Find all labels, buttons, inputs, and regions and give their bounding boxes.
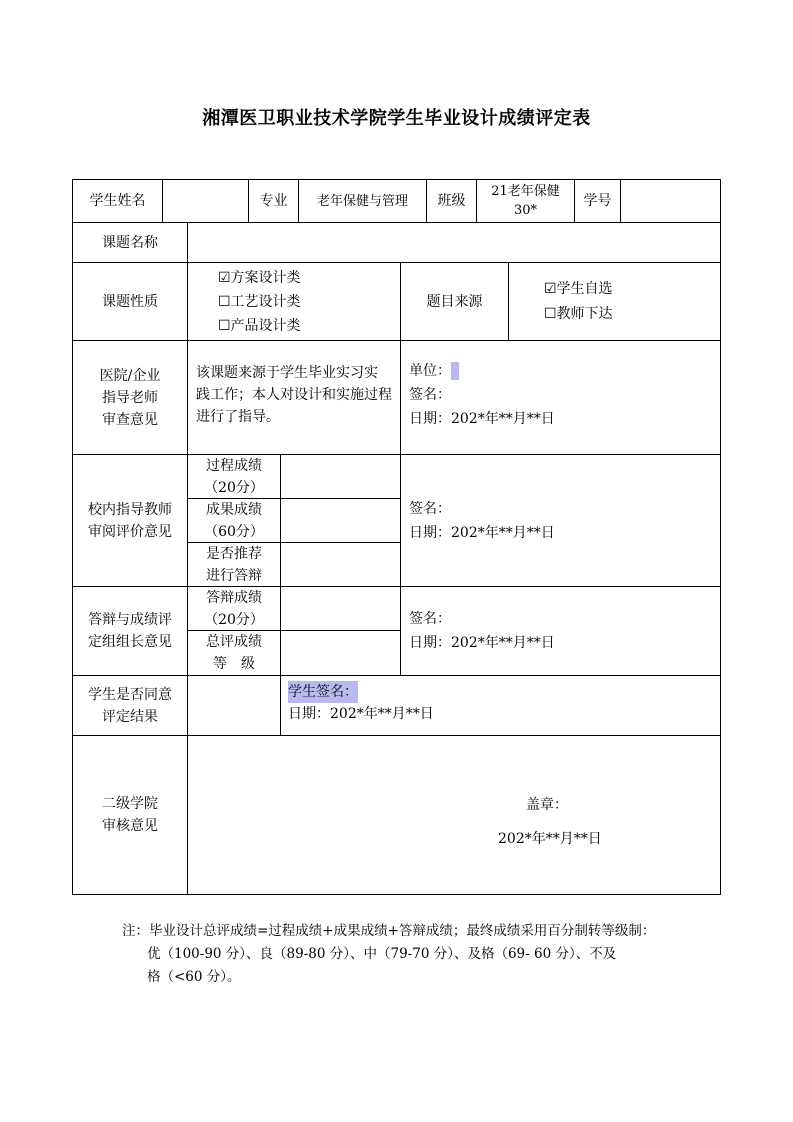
footnote-line: 优（100-90 分）、良（89-80 分）、中（79-70 分）、及格（69- 60 分）、不及 <box>147 946 617 962</box>
label-line: 指导老师 <box>102 389 158 406</box>
major-label: 专业 <box>259 193 288 209</box>
defense-score-label <box>188 587 280 630</box>
label-line: 是否推荐 <box>206 545 262 562</box>
recommend-defense-label <box>188 543 280 586</box>
topic-nature-label: 课题性质 <box>102 293 158 310</box>
student-name-field[interactable] <box>163 180 248 222</box>
topic-source-options <box>509 263 720 340</box>
label-line: （20分） <box>204 479 264 496</box>
label-line: 学生是否同意 <box>88 686 172 703</box>
label-line: 答辩与成绩评 <box>88 612 172 628</box>
topic-name-field[interactable] <box>188 223 720 262</box>
label-line: 医院/企业 <box>99 367 161 384</box>
unit-field[interactable] <box>409 359 459 383</box>
label-line: 校内指导教师 <box>88 501 172 518</box>
label-line: 二级学院 <box>102 796 158 812</box>
major-value: 老年保健与管理 <box>316 193 408 209</box>
class-value-line: 21老年保健 <box>491 184 560 199</box>
label-line: 审阅评价意见 <box>88 523 172 540</box>
defense-leader-label <box>73 587 187 675</box>
opinion-line: 践工作；本人对设计和实施过程 <box>196 386 392 403</box>
college-review-label <box>73 736 187 894</box>
source-option-checkbox[interactable]: ☑学生自选 <box>544 280 613 297</box>
unit-label: 单位： <box>409 362 451 379</box>
student-sign-area <box>281 676 720 735</box>
label-line: 定组组长意见 <box>88 634 172 650</box>
source-option-checkbox[interactable]: ☐教师下达 <box>544 305 613 322</box>
defense-sign-area <box>401 587 720 675</box>
date-label: 日期：202*年**月**日 <box>409 410 555 427</box>
process-score-field[interactable] <box>281 455 400 498</box>
topic-nature-options <box>188 263 400 340</box>
text-cursor <box>451 362 459 380</box>
date-label: 日期：202*年**月**日 <box>409 524 555 541</box>
student-name-label: 学生姓名 <box>89 193 146 209</box>
evaluation-form <box>72 179 721 895</box>
hospital-advisor-opinion <box>188 341 400 454</box>
student-agree-field[interactable] <box>188 676 280 735</box>
sign-label: 签名： <box>409 500 451 517</box>
hospital-advisor-label <box>73 341 187 454</box>
nature-option-checkbox[interactable]: ☐工艺设计类 <box>218 293 301 310</box>
hospital-sign-area <box>401 341 720 454</box>
footnote-line: 注：毕业设计总评成绩=过程成绩+成果成绩+答辩成绩；最终成绩采用百分制转等级制： <box>122 923 656 939</box>
sign-label: 签名： <box>409 611 451 627</box>
total-grade-field[interactable] <box>281 631 400 675</box>
date-label: 202*年**月**日 <box>498 831 602 847</box>
nature-option-checkbox[interactable]: ☐产品设计类 <box>218 317 301 334</box>
date-label: 日期：202*年**月**日 <box>409 635 555 651</box>
class-value <box>477 180 574 222</box>
label-line: 审核意见 <box>102 818 158 834</box>
label-line: 审查意见 <box>102 411 158 428</box>
recommend-defense-field[interactable] <box>281 543 400 586</box>
class-value-line: 30* <box>513 203 538 218</box>
label-line: 答辩成绩 <box>206 589 262 606</box>
defense-score-field[interactable] <box>281 587 400 630</box>
label-line: （60分） <box>204 523 264 540</box>
class-label: 班级 <box>437 193 466 209</box>
total-grade-label <box>188 631 280 675</box>
seal-label: 盖章： <box>526 797 568 813</box>
school-advisor-label <box>73 455 187 586</box>
result-score-field[interactable] <box>281 499 400 542</box>
label-line: 总评成绩 <box>206 634 262 650</box>
school-sign-area <box>401 455 720 586</box>
student-agree-label <box>73 676 187 735</box>
opinion-line: 进行了指导。 <box>196 408 280 425</box>
date-label: 日期：202*年**月**日 <box>288 705 434 722</box>
student-id-field[interactable] <box>621 180 720 222</box>
process-score-label <box>188 455 280 498</box>
label-line: （20分） <box>204 611 264 628</box>
page-title: 湘潭医卫职业技术学院学生毕业设计成绩评定表 <box>202 108 591 129</box>
nature-option-checkbox[interactable]: ☑方案设计类 <box>218 269 301 286</box>
label-line: 过程成绩 <box>206 457 262 474</box>
opinion-line: 该课题来源于学生毕业实习实 <box>196 364 378 381</box>
label-line: 等 级 <box>213 656 255 672</box>
student-id-label: 学号 <box>583 193 612 209</box>
label-line: 成果成绩 <box>206 501 262 518</box>
topic-name-label: 课题名称 <box>102 234 158 251</box>
college-review-area <box>188 736 720 894</box>
sign-label: 签名： <box>409 386 451 403</box>
footnote-line: 格（<60 分）。 <box>147 969 241 985</box>
topic-source-label: 题目来源 <box>426 293 483 310</box>
student-sign-label[interactable]: 学生签名： <box>288 681 358 703</box>
label-line: 进行答辩 <box>206 567 262 584</box>
label-line: 评定结果 <box>102 708 158 725</box>
result-score-label <box>188 499 280 542</box>
footnote <box>122 920 682 989</box>
